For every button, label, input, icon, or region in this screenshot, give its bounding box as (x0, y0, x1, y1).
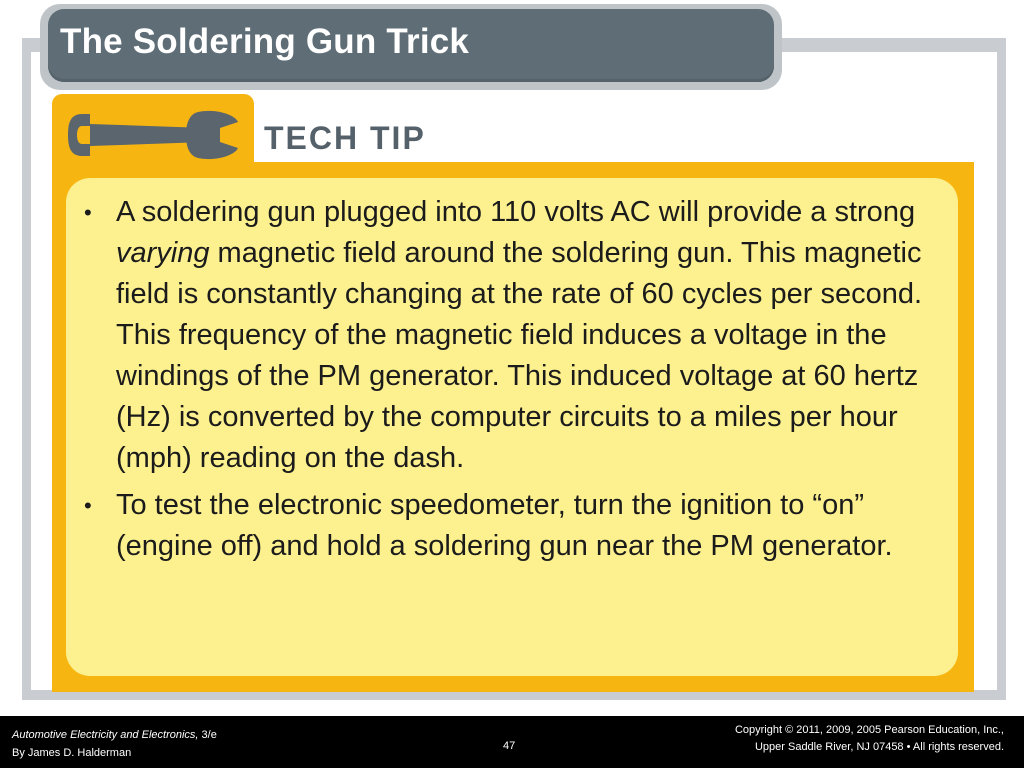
footer (0, 716, 1024, 768)
slide-title: The Soldering Gun Trick (60, 22, 470, 61)
author: By James D. Halderman (12, 747, 132, 759)
bullet-glyph: • (84, 200, 92, 225)
bullet-text: To test the electronic speedometer, turn the ignition to “on” (engine off) and hold a soldering gun near the PM generator. (116, 489, 893, 562)
frame-right (997, 38, 1006, 698)
copyright-line-1: Copyright © 2011, 2009, 2005 Pearson Education, Inc., (734, 724, 1004, 736)
footer-credits (12, 726, 217, 762)
bullet-list (78, 192, 948, 573)
bullet-text-part: magnetic field around the soldering gun. This magnetic field is constantly changing at the rate of 60 cycles per second. This frequency of the magnetic field induces a voltage in the windings of the PM generator. This induced voltage at 60 hertz (Hz) is converted by the computer circuits to a miles per hour (mph) reading on the dash. (116, 237, 923, 474)
copyright-line-2: Upper Saddle River, NJ 07458 • All rights reserved. (754, 741, 1004, 753)
bullet-glyph: • (84, 493, 92, 518)
book-edition: 3/e (198, 729, 217, 741)
book-title: Automotive Electricity and Electronics, (12, 729, 199, 741)
tech-tip-label: TECH TIP (264, 120, 426, 156)
wrench-icon (68, 106, 240, 164)
bullet-text-emphasis: varying (116, 237, 210, 269)
copyright (735, 722, 1004, 756)
page-number: 47 (503, 740, 516, 752)
bullet-item (78, 192, 948, 479)
bullet-item (78, 485, 948, 567)
bullet-text-part: A soldering gun plugged into 110 volts AC will provide a strong (116, 196, 916, 228)
frame-left (22, 38, 31, 698)
